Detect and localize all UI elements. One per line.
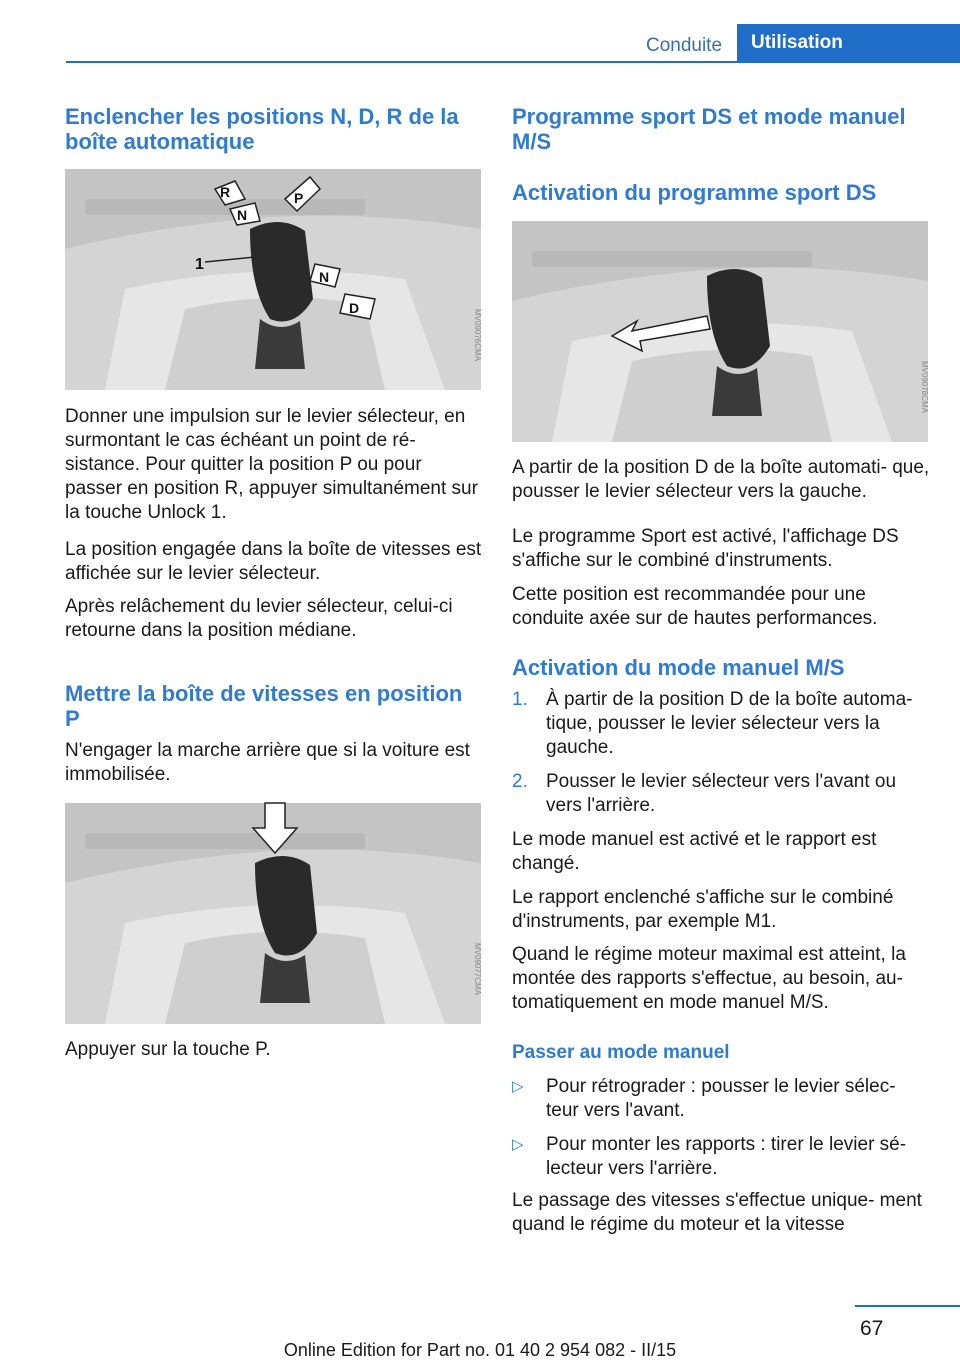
figure-press-p xyxy=(65,803,481,1024)
triangle-bullet-icon: ▷ xyxy=(512,1078,524,1095)
page-number: 67 xyxy=(860,1317,884,1340)
list-number: 1. xyxy=(512,689,528,710)
bullet-text: Pour monter les rapports : tirer le levier sé- lecteur vers l'arrière. xyxy=(546,1134,907,1179)
header-divider xyxy=(66,61,960,63)
press-p-illustration xyxy=(65,803,481,1024)
selector-lever-illustration xyxy=(65,169,481,390)
label-unlock-1: 1 xyxy=(195,256,204,273)
paragraph: N'engager la marche arrière que si la voiture est immobilisée. xyxy=(65,740,470,785)
paragraph: Le rapport enclenché s'affiche sur le combiné d'instruments, par exemple M1. xyxy=(512,887,894,932)
list-item xyxy=(512,770,930,818)
subheading-manual-mode: Activation du mode manuel M/S xyxy=(512,655,845,680)
list-text: Pousser le levier sélecteur vers l'avant ou vers l'arrière. xyxy=(546,771,897,816)
subheading-activation-ds: Activation du programme sport DS xyxy=(512,180,877,205)
paragraph: Le programme Sport est activé, l'affichage DS s'affiche sur le combiné d'instruments. xyxy=(512,526,899,571)
label-r: R xyxy=(220,184,231,200)
bullet-text: Pour rétrograder : pousser le levier sélec- teur vers l'avant. xyxy=(546,1076,896,1121)
paragraph: Quand le régime moteur maximal est atteint, la montée des rapports s'effectue, au besoin, au- tomatiquement en mode manuel M/S. xyxy=(512,944,906,1013)
figure-sport-ds xyxy=(512,221,928,442)
page-header xyxy=(0,0,960,62)
figure-code: MV09077CMA xyxy=(473,943,482,996)
figure-code: MV09078CMA xyxy=(920,361,929,414)
footer-divider xyxy=(855,1305,960,1307)
edition-footer: Online Edition for Part no. 01 40 2 954 082 - II/15 xyxy=(283,1340,677,1360)
sport-ds-illustration xyxy=(512,221,928,442)
tab-conduite[interactable]: Conduite xyxy=(645,35,723,56)
paragraph: Le passage des vitesses s'effectue unique- ment quand le régime du moteur et la vitesse xyxy=(512,1190,922,1235)
paragraph: Cette position est recommandée pour une conduite axée sur de hautes performances. xyxy=(512,584,878,629)
triangle-bullet-icon: ▷ xyxy=(512,1136,524,1153)
paragraph: Donner une impulsion sur le levier sélecteur, en surmontant le cas échéant un point de ré- sistance. Pour quitter la position P ou pour passer en position R, appuyer simultanément sur la touche Unlock 1. xyxy=(65,406,478,523)
label-n-bottom: N xyxy=(319,269,330,285)
paragraph: Le mode manuel est activé et le rapport est changé. xyxy=(512,829,877,874)
list-text: À partir de la position D de la boîte automa- tique, pousser le levier sélecteur vers la gauche. xyxy=(546,689,913,758)
label-d: D xyxy=(349,300,360,316)
bullet-item xyxy=(512,1075,930,1123)
section-heading-position-p: Mettre la boîte de vitesses en position P xyxy=(65,681,463,731)
paragraph: Après relâchement du levier sélecteur, celui-ci retourne dans la position médiane. xyxy=(65,596,453,641)
label-p: P xyxy=(294,190,304,206)
subheading-switch-manual: Passer au mode manuel xyxy=(512,1042,730,1063)
figure-code: MV09076CMA xyxy=(473,309,482,362)
paragraph: Appuyer sur la touche P. xyxy=(65,1039,271,1060)
section-heading-sport-ds: Programme sport DS et mode manuel M/S xyxy=(512,104,906,154)
list-number: 2. xyxy=(512,771,528,792)
figure-selector-positions xyxy=(65,169,481,390)
list-item xyxy=(512,688,930,760)
paragraph: La position engagée dans la boîte de vitesses est affichée sur le levier sélecteur. xyxy=(65,539,482,584)
section-heading-positions: Enclencher les positions N, D, R de la boîte automatique xyxy=(65,104,459,154)
bullet-item xyxy=(512,1133,930,1181)
label-n-top: N xyxy=(237,207,248,223)
tab-utilisation[interactable]: Utilisation xyxy=(737,24,960,62)
paragraph: A partir de la position D de la boîte automati- que, pousser le levier sélecteur vers la gauche. xyxy=(512,457,930,502)
